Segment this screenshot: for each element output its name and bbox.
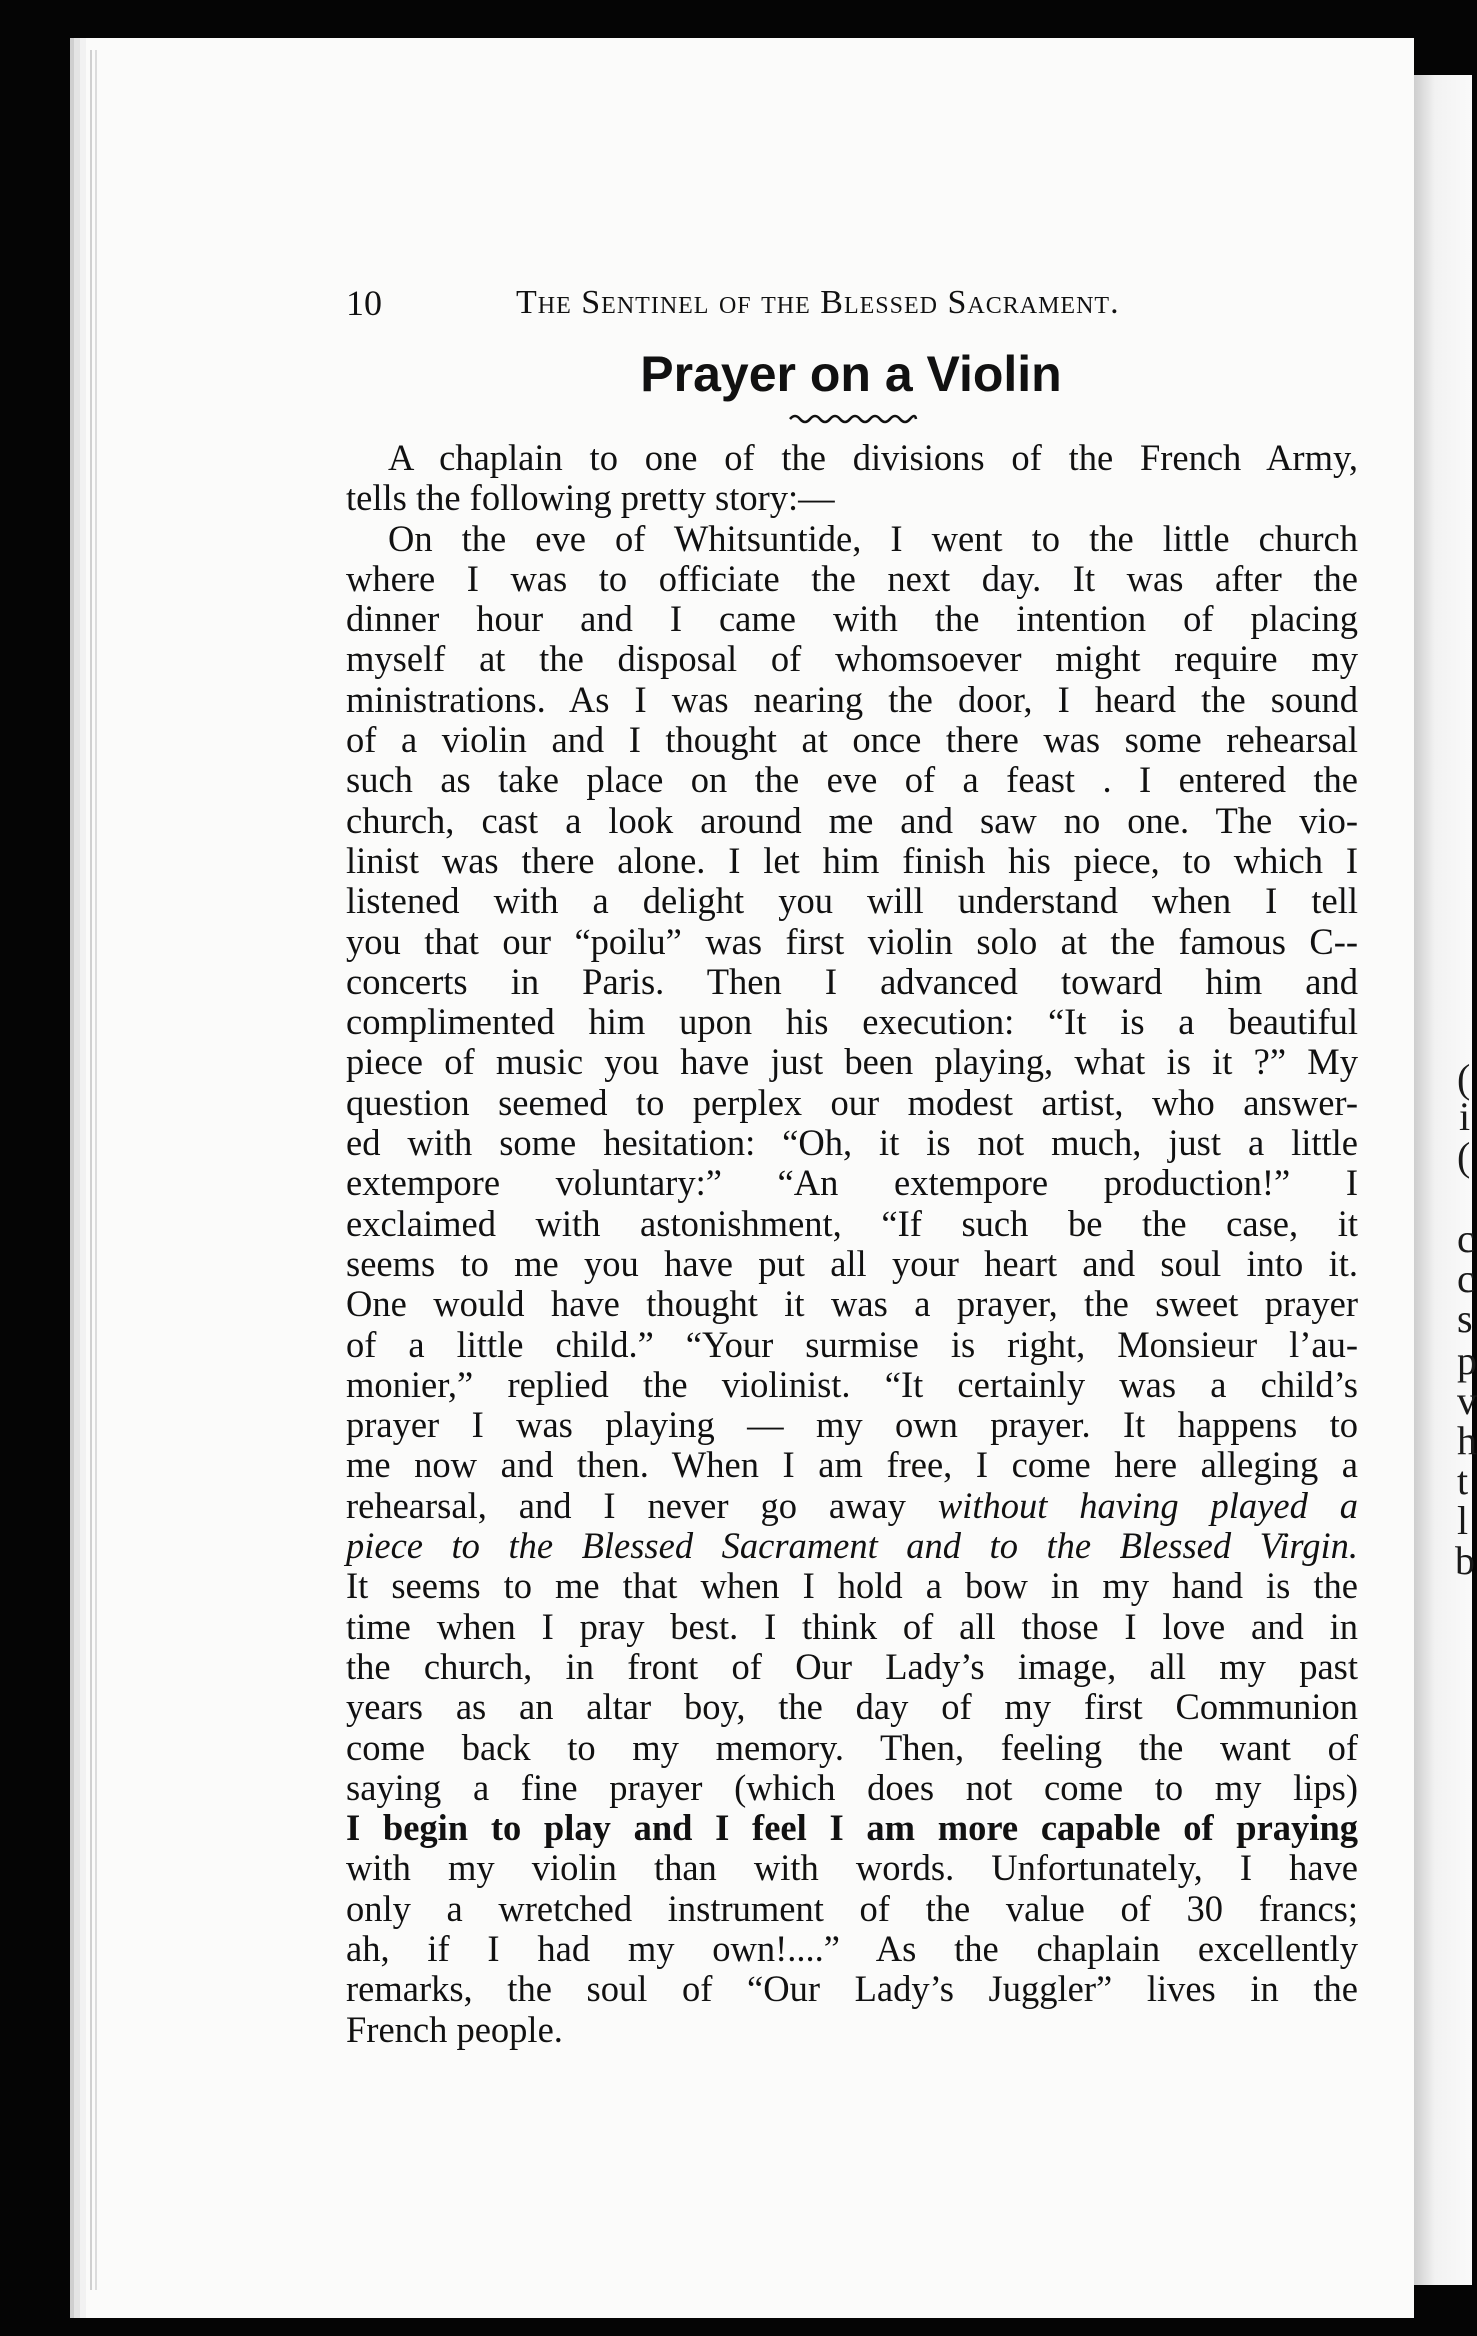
facing-page-fragment: t xyxy=(1457,1458,1469,1503)
text-line: monier,” replied the violinist. “It certainly was a child’s xyxy=(346,1363,1358,1405)
text-line: dinner hour and I came with the intention of placing xyxy=(346,598,1358,640)
text-line: prayer I was playing — my own prayer. It happens to xyxy=(346,1404,1358,1446)
text-line: church, cast a look around me and saw no one. The vio- xyxy=(346,799,1358,841)
facing-page-fragment: p xyxy=(1457,1338,1477,1383)
text-line: only a wretched instrument of the value of 30 francs; xyxy=(346,1887,1358,1929)
text-line: of a violin and I thought at once there was some rehearsal xyxy=(346,719,1358,761)
running-title: The Sentinel of the Blessed Sacrament. xyxy=(516,284,1120,321)
article-body xyxy=(346,438,1358,2050)
text-line: On the eve of Whitsuntide, I went to the little church xyxy=(388,517,1358,559)
text-line: tells the following pretty story:— xyxy=(346,477,835,519)
text-line: you that our “poilu” was first violin solo at the famous C-- xyxy=(346,920,1358,962)
text-line: complimented him upon his execution: “It is a beautiful xyxy=(346,1001,1358,1043)
facing-page-fragment: h xyxy=(1457,1418,1477,1463)
page-edge-lines xyxy=(90,50,97,2290)
text-line: remarks, the soul of “Our Lady’s Juggler” lives in the xyxy=(346,1968,1358,2010)
facing-page-fragment: c xyxy=(1457,1256,1475,1301)
text-line: myself at the disposal of whomsoever might require my xyxy=(346,638,1358,680)
text-line: listened with a delight you will understand when I tell xyxy=(346,880,1358,922)
text-line: question seemed to perplex our modest artist, who answer- xyxy=(346,1081,1358,1123)
wavy-rule-ornament xyxy=(788,412,918,426)
text-line: extempore voluntary:” “An extempore production!” I xyxy=(346,1162,1358,1204)
text-line: me now and then. When I am free, I come here alleging a xyxy=(346,1444,1358,1486)
text-line: such as take place on the eve of a feast . I entered the xyxy=(346,759,1358,801)
text-line: concerts in Paris. Then I advanced toward him and xyxy=(346,960,1358,1002)
text-line-roman: rehearsal, and I never go away xyxy=(346,1484,906,1526)
facing-page-fragment: ( xyxy=(1457,1134,1471,1179)
facing-page-fragment: s xyxy=(1457,1296,1473,1341)
text-line: seems to me you have put all your heart and soul into it. xyxy=(346,1242,1358,1284)
text-line: It seems to me that when I hold a bow in my hand is the xyxy=(346,1565,1358,1607)
text-line: A chaplain to one of the divisions of the French Army, xyxy=(388,437,1358,478)
text-line: come back to my memory. Then, feeling the want of xyxy=(346,1726,1358,1768)
text-line-bold: I begin to play and I feel I am more capable of praying xyxy=(346,1807,1358,1849)
facing-page-fragment: v xyxy=(1457,1378,1477,1423)
text-line: the church, in front of Our Lady’s image, all my past xyxy=(346,1645,1358,1687)
text-line: years as an altar boy, the day of my first Communion xyxy=(346,1686,1358,1728)
text-line: French people. xyxy=(346,2008,563,2050)
page-number: 10 xyxy=(346,283,382,323)
facing-page-fragment: i xyxy=(1459,1094,1471,1139)
text-line: linist was there alone. I let him finish his piece, to which I xyxy=(346,839,1358,881)
text-line-italic: piece to the Blessed Sacrament and to the Blessed Virgin. xyxy=(346,1525,1358,1567)
facing-page-fragment: c xyxy=(1457,1216,1475,1261)
text-line xyxy=(346,1486,1358,1526)
text-line: ed with some hesitation: “Oh, it is not much, just a little xyxy=(346,1122,1358,1164)
text-line: ah, if I had my own!....” As the chaplain excellently xyxy=(346,1927,1358,1969)
text-line: where I was to officiate the next day. It was after the xyxy=(346,557,1358,599)
text-line-italic: without having played a xyxy=(937,1484,1359,1526)
article-title: Prayer on a Violin xyxy=(640,346,1062,402)
text-line: ministrations. As I was nearing the door, I heard the sound xyxy=(346,678,1358,720)
text-line: saying a fine prayer (which does not come to my lips) xyxy=(346,1766,1358,1808)
text-line: of a little child.” “Your surmise is right, Monsieur l’au- xyxy=(346,1323,1358,1365)
text-line: exclaimed with astonishment, “If such be the case, it xyxy=(346,1202,1358,1244)
running-head xyxy=(346,282,1356,332)
facing-page-fragment: ( xyxy=(1457,1056,1471,1101)
text-line: One would have thought it was a prayer, the sweet prayer xyxy=(346,1283,1358,1325)
text-line: piece of music you have just been playing, what is it ?” My xyxy=(346,1041,1358,1083)
facing-page-fragment: b xyxy=(1455,1538,1475,1583)
text-line: with my violin than with words. Unfortunately, I have xyxy=(346,1847,1358,1889)
facing-page-fragment: l xyxy=(1457,1498,1469,1543)
text-line: time when I pray best. I think of all those I love and in xyxy=(346,1605,1358,1647)
